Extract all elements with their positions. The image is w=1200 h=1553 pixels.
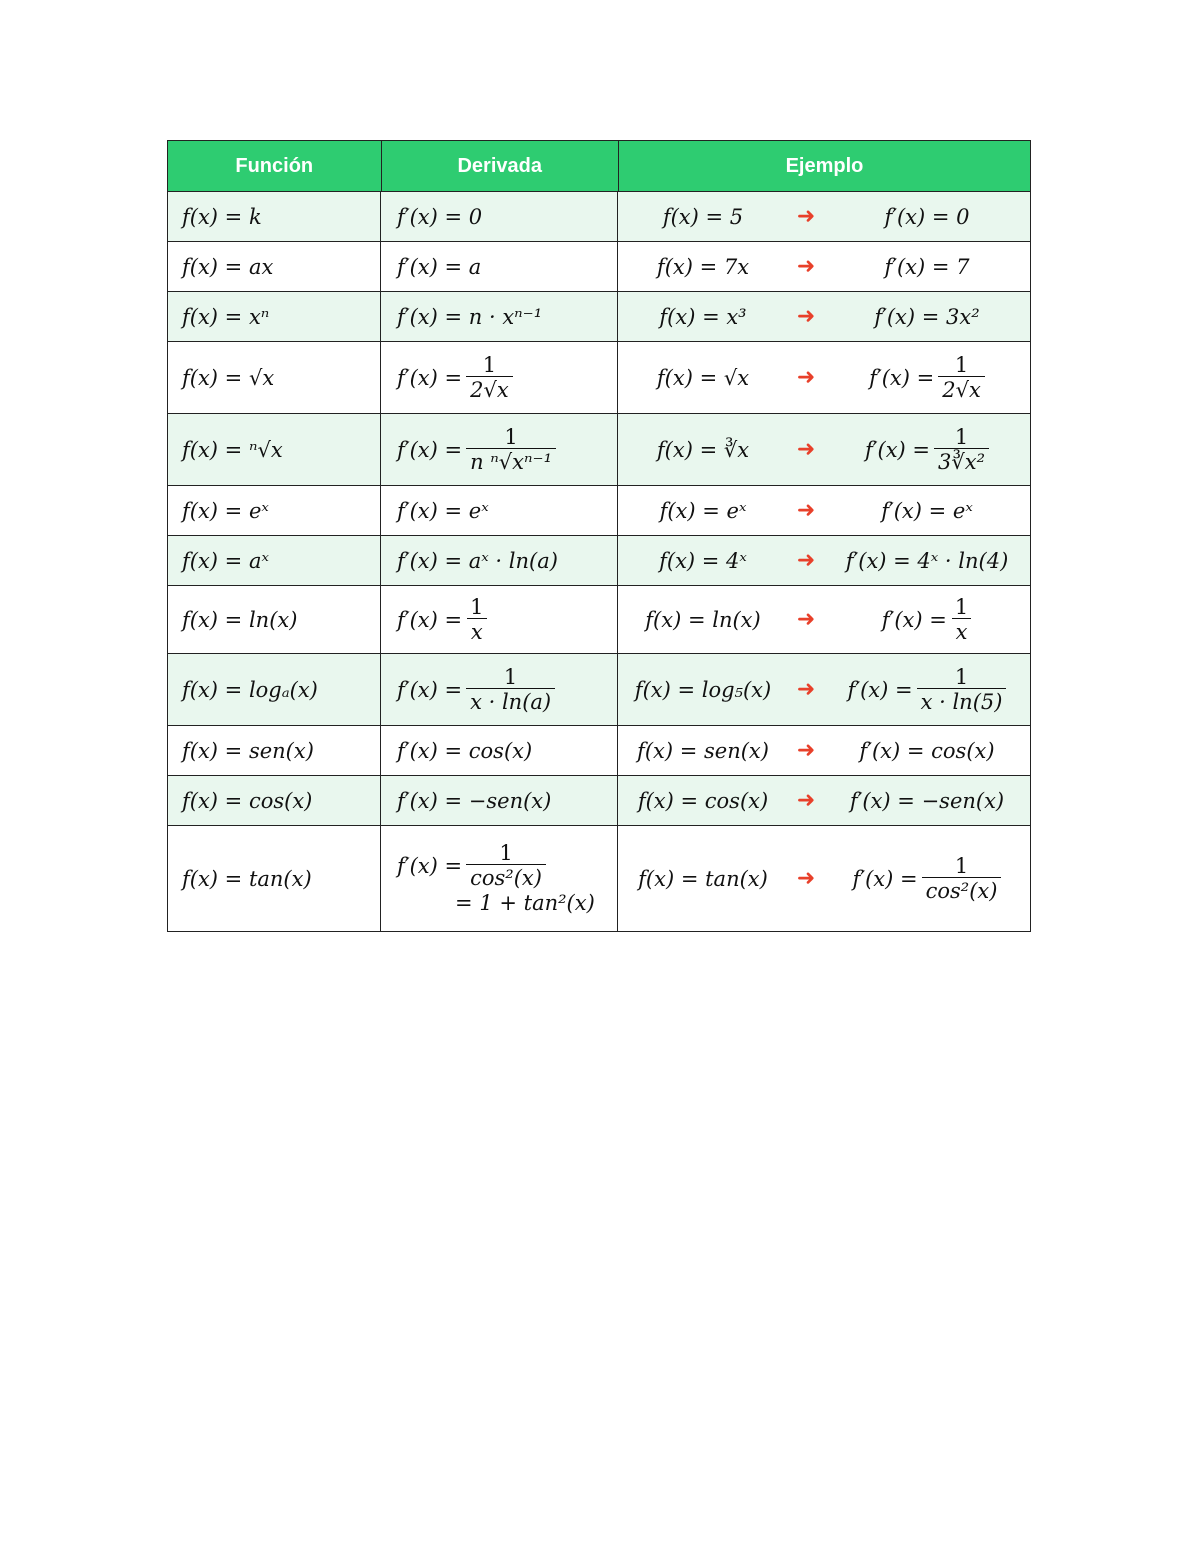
table-header-row [168,141,1030,191]
numerator: 1 [499,840,513,865]
table-row [168,241,1030,291]
ejemplo-derivada-lhs: f′(x) = [864,437,931,462]
ejemplo-derivada: f′(x) = −sen(x) [849,788,1005,813]
derivada-cell: f′(x) = −sen(x) [397,788,552,813]
table-row [168,725,1030,775]
ejemplo-derivada: f′(x) = 4ˣ · ln(4) [845,548,1009,573]
denominator: x · ln(a) [466,688,555,713]
ejemplo-derivada: f′(x) = 0 [884,204,970,229]
derivada-cell: f′(x) = eˣ [397,498,489,523]
table-row [168,825,1030,931]
funcion-cell: f(x) = eˣ [182,498,269,523]
derivada-cell [397,666,555,713]
table-row [168,775,1030,825]
derivada-cell: f′(x) = cos(x) [397,738,533,763]
numerator: 1 [954,664,969,689]
funcion-cell: f(x) = logₐ(x) [182,677,318,702]
fraction [466,354,513,401]
arrow-icon: ➜ [796,304,816,329]
ejemplo-funcion: f(x) = log₅(x) [634,677,772,702]
fraction [934,426,989,473]
derivada-cell [397,596,487,643]
ejemplo-funcion: f(x) = ∛x [656,437,750,462]
header-funcion: Función [168,141,382,191]
funcion-cell: f(x) = tan(x) [182,866,312,891]
numerator: 1 [504,424,518,449]
header-ejemplo: Ejemplo [785,154,864,177]
derivada-lhs: f′(x) = [397,607,463,632]
table-row [168,653,1030,725]
derivada-cell: f′(x) = a [397,254,482,279]
fraction [466,596,487,643]
arrow-icon: ➜ [796,866,816,891]
ejemplo-derivada [869,354,985,401]
ejemplo-funcion: f(x) = 7x [656,254,750,279]
ejemplo-funcion: f(x) = ln(x) [645,607,761,632]
numerator: 1 [954,594,969,619]
arrow-icon: ➜ [796,254,816,279]
ejemplo-derivada: f′(x) = 7 [884,254,970,279]
numerator: 1 [954,352,969,377]
arrow-icon: ➜ [796,788,816,813]
arrow-icon: ➜ [796,437,816,462]
funcion-cell: f(x) = ln(x) [182,607,298,632]
denominator: x [467,618,487,643]
ejemplo-derivada [882,596,972,643]
table-row [168,291,1030,341]
derivatives-table [167,140,1031,932]
denominator: x [952,618,972,643]
ejemplo-derivada-lhs: f′(x) = [869,365,935,390]
table-row [168,413,1030,485]
derivada-lhs: f′(x) = [397,437,463,462]
table-row [168,535,1030,585]
ejemplo-derivada [848,666,1007,713]
arrow-icon: ➜ [796,204,816,229]
ejemplo-funcion: f(x) = √x [656,365,750,390]
derivada-cell [397,354,513,401]
derivada-identity: = 1 + tan²(x) [455,891,595,916]
denominator: n ⁿ√xⁿ⁻¹ [466,448,556,473]
fraction [951,596,972,643]
denominator: 2√x [466,376,513,401]
ejemplo-derivada [865,426,989,473]
denominator: 2√x [938,376,985,401]
numerator: 1 [482,352,497,377]
funcion-cell: f(x) = ⁿ√x [182,437,283,462]
ejemplo-funcion: f(x) = x³ [659,304,747,329]
ejemplo-derivada: f′(x) = 3x² [874,304,980,329]
numerator: 1 [954,853,969,878]
derivada-lhs: f′(x) = [397,853,463,878]
ejemplo-derivada-lhs: f′(x) = [852,866,918,891]
derivada-lhs: f′(x) = [397,365,463,390]
ejemplo-funcion: f(x) = eˣ [659,498,747,523]
ejemplo-funcion: f(x) = tan(x) [638,866,768,891]
derivada-lhs: f′(x) = [397,677,463,702]
fraction [938,354,985,401]
arrow-icon: ➜ [796,738,816,763]
header-derivada: Derivada [382,141,619,191]
denominator: 3∛x² [934,448,989,473]
funcion-cell: f(x) = √x [182,365,275,390]
arrow-icon: ➜ [796,677,816,702]
denominator: x · ln(5) [917,688,1007,713]
table-row [168,341,1030,413]
derivada-cell: f′(x) = aˣ · ln(a) [397,548,558,573]
derivada-cell: f′(x) = 0 [397,204,483,229]
derivada-cell [397,426,556,473]
arrow-icon: ➜ [796,607,816,632]
funcion-cell: f(x) = ax [182,254,274,279]
table-row [168,191,1030,241]
table-row [168,485,1030,535]
fraction [466,666,555,713]
fraction [466,842,546,889]
funcion-cell: f(x) = cos(x) [182,788,313,813]
ejemplo-funcion: f(x) = sen(x) [637,738,769,763]
ejemplo-funcion: f(x) = 5 [662,204,744,229]
ejemplo-derivada-lhs: f′(x) = [847,677,913,702]
funcion-cell: f(x) = sen(x) [182,738,314,763]
numerator: 1 [470,594,484,619]
ejemplo-derivada: f′(x) = eˣ [881,498,973,523]
arrow-icon: ➜ [796,548,816,573]
fraction [466,426,556,473]
table-row [168,585,1030,653]
ejemplo-derivada-lhs: f′(x) = [881,607,947,632]
funcion-cell: f(x) = aˣ [182,548,269,573]
arrow-icon: ➜ [796,365,816,390]
derivada-cell: f′(x) = n · xⁿ⁻¹ [397,304,543,329]
fraction [917,666,1007,713]
ejemplo-funcion: f(x) = 4ˣ [659,548,747,573]
ejemplo-funcion: f(x) = cos(x) [637,788,769,813]
ejemplo-derivada [853,855,1002,902]
derivada-cell [397,842,595,915]
funcion-cell: f(x) = k [182,204,262,229]
fraction [922,855,1002,902]
numerator: 1 [954,424,969,449]
ejemplo-derivada: f′(x) = cos(x) [859,738,995,763]
arrow-icon: ➜ [796,498,816,523]
denominator: cos²(x) [466,864,546,889]
numerator: 1 [503,664,518,689]
funcion-cell: f(x) = xⁿ [182,304,270,329]
denominator: cos²(x) [922,877,1002,902]
